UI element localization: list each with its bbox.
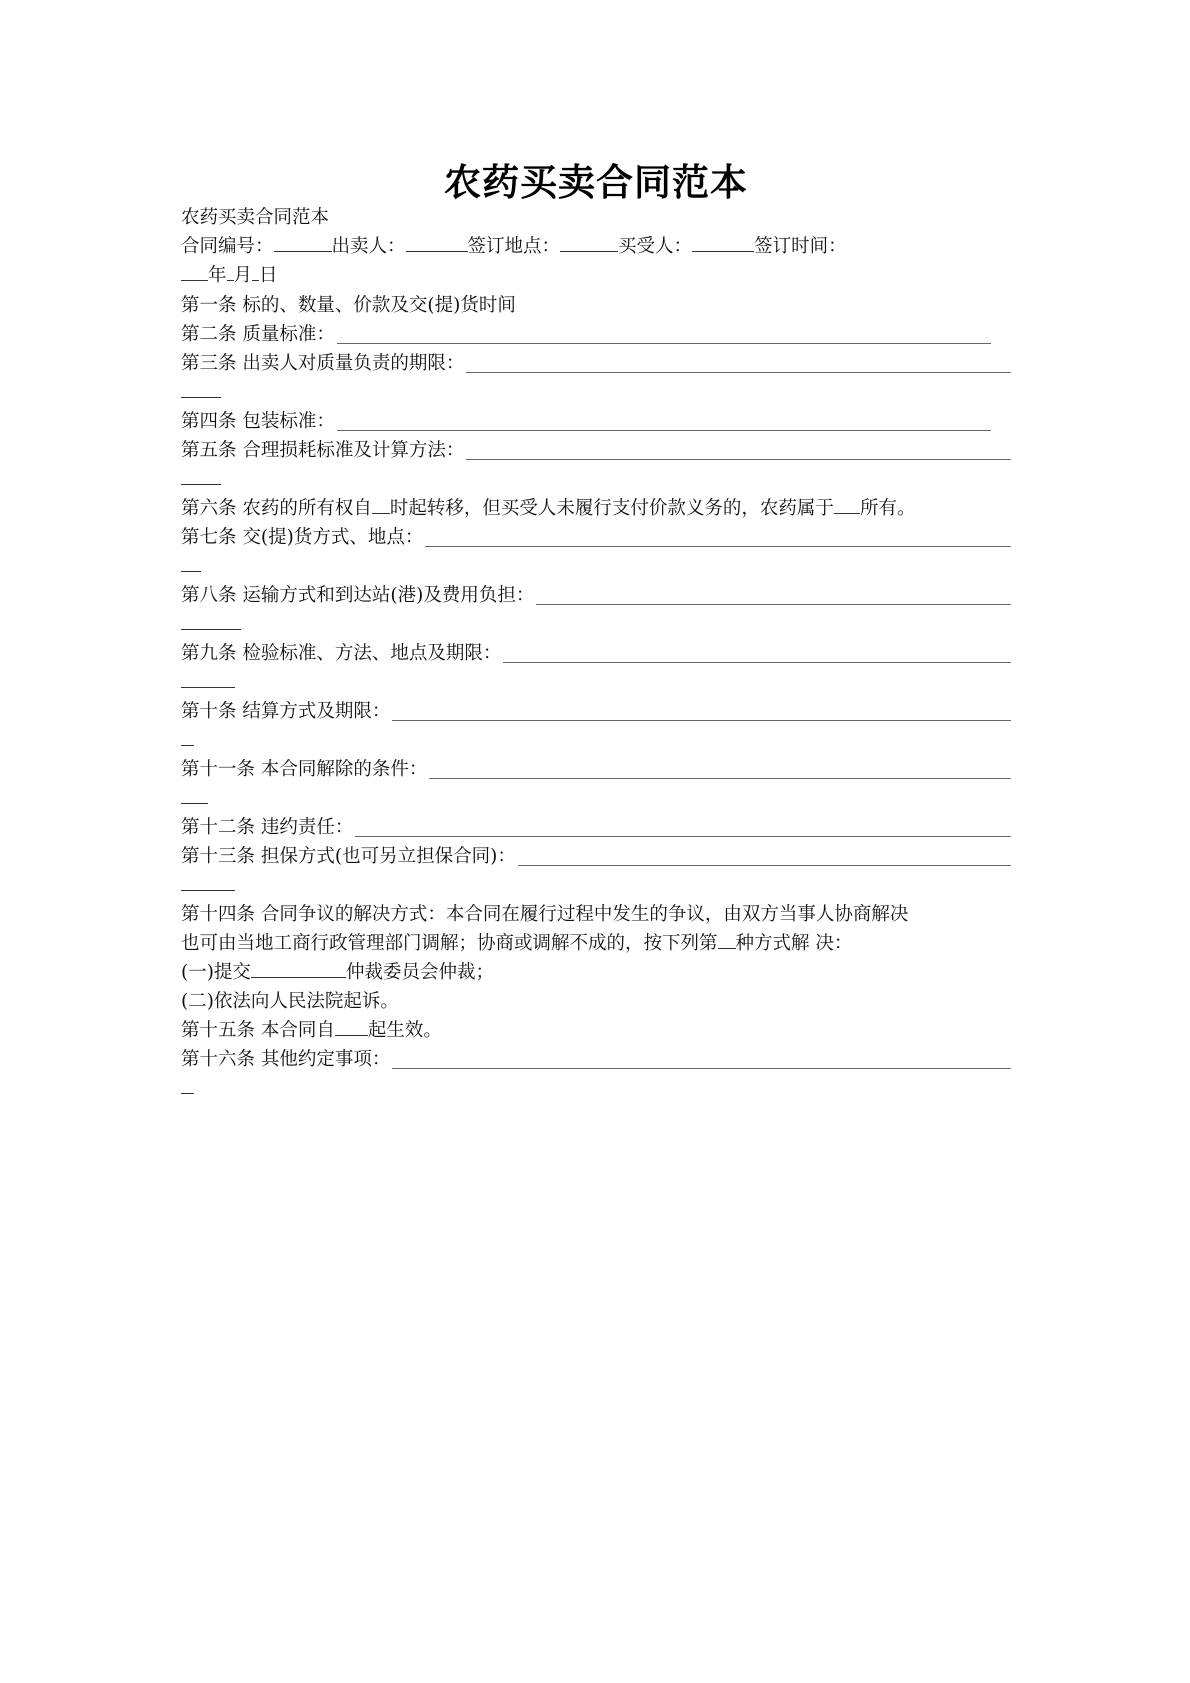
article-16-continuation xyxy=(181,1077,1011,1101)
article-3-continuation xyxy=(181,381,1011,405)
article-8-blank[interactable] xyxy=(536,586,1011,605)
article-number: 第七条 xyxy=(181,527,237,548)
article-text: 交(提)货方式、地点： xyxy=(242,527,424,548)
article-16-blank[interactable] xyxy=(392,1050,1011,1069)
article-5-blank-cont[interactable] xyxy=(181,468,221,485)
sign-place-blank[interactable] xyxy=(560,235,618,252)
article-6-blank-2[interactable] xyxy=(834,497,860,514)
article-4 xyxy=(181,410,991,434)
option-text: (一)提交 xyxy=(181,962,251,983)
article-10-continuation xyxy=(181,729,1011,753)
article-9-continuation xyxy=(181,671,1011,695)
article-text: 结算方式及期限： xyxy=(242,701,391,722)
article-7-blank-cont[interactable] xyxy=(181,555,201,572)
article-13-continuation xyxy=(181,874,1011,898)
article-10-blank[interactable] xyxy=(392,702,1011,721)
article-number: 第十六条 xyxy=(181,1049,256,1070)
article-text: 检验标准、方法、地点及期限： xyxy=(242,643,502,664)
article-3-blank-cont[interactable] xyxy=(181,381,221,398)
contract-no-blank[interactable] xyxy=(274,235,332,252)
article-11 xyxy=(181,758,1011,782)
month-label: 月 xyxy=(233,265,253,286)
article-13 xyxy=(181,845,1011,869)
article-text: 违约责任： xyxy=(260,817,354,838)
article-5-continuation xyxy=(181,468,1011,492)
article-number: 第九条 xyxy=(181,643,237,664)
document-subtitle: 农药买卖合同范本 xyxy=(181,207,330,228)
article-4-blank[interactable] xyxy=(337,412,991,431)
article-14-line-2 xyxy=(181,932,1011,956)
article-text: 时起转移，但买受人未履行支付价款义务的，农药属于 xyxy=(389,498,834,519)
article-11-blank[interactable] xyxy=(429,760,1011,779)
article-11-continuation xyxy=(181,787,1011,811)
article-text: 担保方式(也可另立担保合同)： xyxy=(260,846,516,867)
article-number: 第十一条 xyxy=(181,759,256,780)
article-12 xyxy=(181,816,1011,840)
article-16-blank-cont[interactable] xyxy=(181,1077,194,1094)
arbitration-committee-blank[interactable] xyxy=(251,961,346,978)
article-2-blank[interactable] xyxy=(337,325,991,344)
year-label: 年 xyxy=(208,265,227,286)
buyer-label: 买受人： xyxy=(618,236,693,257)
article-text: 其他约定事项： xyxy=(260,1049,391,1070)
article-1 xyxy=(181,294,1011,318)
article-7-blank[interactable] xyxy=(425,528,1011,547)
option-1 xyxy=(181,961,1011,985)
article-13-blank[interactable] xyxy=(518,847,1011,866)
article-10-blank-cont[interactable] xyxy=(181,729,194,746)
day-label: 日 xyxy=(259,265,278,286)
article-15 xyxy=(181,1019,1011,1043)
article-2 xyxy=(181,323,991,347)
article-number: 第十三条 xyxy=(181,846,256,867)
buyer-blank[interactable] xyxy=(692,235,754,252)
article-number: 第十条 xyxy=(181,701,237,722)
article-16 xyxy=(181,1048,1011,1072)
article-number: 第十二条 xyxy=(181,817,256,838)
article-text: 种方式解 决： xyxy=(735,933,853,954)
article-number: 第八条 xyxy=(181,585,237,606)
article-text: 本合同自 xyxy=(260,1020,335,1041)
article-7-continuation xyxy=(181,555,1011,579)
article-text: 也可由当地工商行政管理部门调解；协商或调解不成的，按下列第 xyxy=(181,933,718,954)
year-blank[interactable] xyxy=(181,264,208,281)
article-12-blank[interactable] xyxy=(355,818,1011,837)
month-blank[interactable] xyxy=(227,264,234,281)
article-text: 质量标准： xyxy=(242,324,335,345)
article-text: 出卖人对质量负责的期限： xyxy=(242,353,465,374)
article-10 xyxy=(181,700,1011,724)
article-number: 第四条 xyxy=(181,411,237,432)
article-text: 本合同解除的条件： xyxy=(260,759,428,780)
seller-label: 出卖人： xyxy=(331,236,406,257)
contract-no-label: 合同编号： xyxy=(181,236,274,257)
option-2: (二)依法向人民法院起诉。 xyxy=(181,991,399,1012)
article-text: 起生效。 xyxy=(367,1020,442,1041)
article-9-blank-cont[interactable] xyxy=(181,671,235,688)
article-number: 第二条 xyxy=(181,324,237,345)
article-number: 第五条 xyxy=(181,440,237,461)
date-line xyxy=(181,264,1011,288)
article-text: 合理损耗标准及计算方法： xyxy=(242,440,465,461)
article-11-blank-cont[interactable] xyxy=(181,787,208,804)
article-15-blank[interactable] xyxy=(335,1019,368,1036)
article-8-blank-cont[interactable] xyxy=(181,613,241,630)
article-text: 合同争议的解决方式：本合同在履行过程中发生的争议，由双方当事人协商解决 xyxy=(260,904,909,925)
article-text: 农药的所有权自 xyxy=(242,498,372,519)
sign-place-label: 签订地点： xyxy=(467,236,561,257)
article-8-continuation xyxy=(181,613,1011,637)
article-9-blank[interactable] xyxy=(503,644,1011,663)
article-14-blank[interactable] xyxy=(718,932,736,949)
article-6-blank-1[interactable] xyxy=(372,497,390,514)
header-fields-line xyxy=(181,235,1011,259)
article-number: 第三条 xyxy=(181,353,237,374)
option-text: 仲裁委员会仲裁； xyxy=(345,962,494,983)
article-text: 运输方式和到达站(港)及费用负担： xyxy=(242,585,535,606)
article-text: 所有。 xyxy=(859,498,916,519)
article-3-blank[interactable] xyxy=(466,354,1011,373)
article-9 xyxy=(181,642,1011,666)
sign-time-label: 签订时间： xyxy=(754,236,847,257)
article-number: 第十五条 xyxy=(181,1020,256,1041)
article-8 xyxy=(181,584,1011,608)
document-title: 农药买卖合同范本 xyxy=(444,161,748,204)
article-5-blank[interactable] xyxy=(466,441,1011,460)
article-number: 第一条 xyxy=(181,295,237,316)
article-text: 标的、数量、价款及交(提)货时间 xyxy=(242,295,516,316)
article-number: 第六条 xyxy=(181,498,237,519)
article-14-line-1 xyxy=(181,903,1011,927)
article-13-blank-cont[interactable] xyxy=(181,874,235,891)
article-5 xyxy=(181,439,1011,463)
article-number: 第十四条 xyxy=(181,904,256,925)
article-6 xyxy=(181,497,1011,521)
article-7 xyxy=(181,526,1011,550)
day-blank[interactable] xyxy=(252,264,259,281)
article-3 xyxy=(181,352,1011,376)
article-text: 包装标准： xyxy=(242,411,335,432)
seller-blank[interactable] xyxy=(406,235,468,252)
